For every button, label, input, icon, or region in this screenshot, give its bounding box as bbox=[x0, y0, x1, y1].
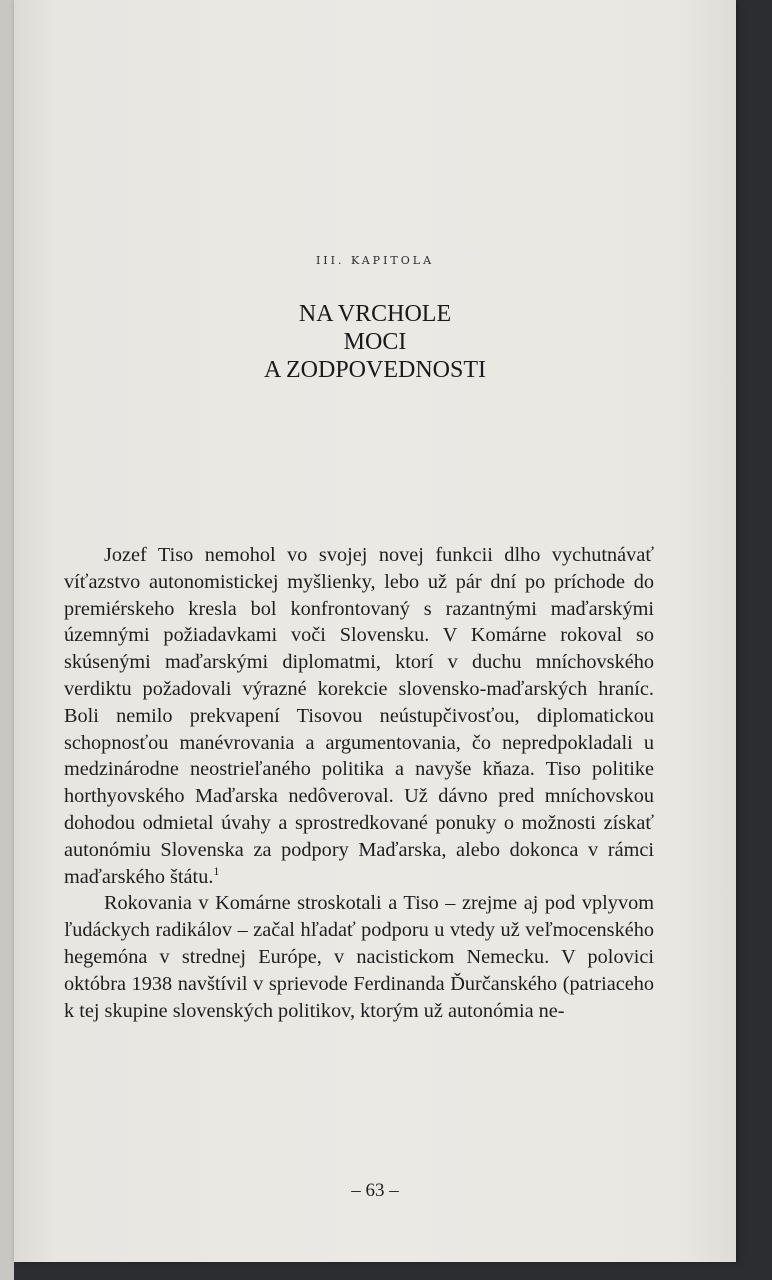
paragraph-2-text: Rokovania v Komárne stroskotali a Tiso – zrejme aj pod vplyvom ľudáckych radikálov – začal hľadať podporu u vtedy už veľmocenského hegemóna v strednej Európe, v nacistickom Nemecku. V polovici októbra 1938 navštívil v sprievode Ferdinanda Ďurčanského (patriaceho k tej skupine slovenských politikov, ktorým už autonómia ne- bbox=[64, 892, 654, 1022]
chapter-title-line-3: A ZODPOVEDNOSTI bbox=[264, 357, 486, 383]
chapter-title bbox=[14, 300, 736, 384]
book-spine-edge bbox=[0, 0, 14, 1280]
footnote-marker[interactable]: 1 bbox=[213, 863, 220, 878]
paragraph-1-text: Jozef Tiso nemohol vo svojej novej funkcii dlho vychutnávať víťazstvo autonomistickej myšlienky, lebo už pár dní po príchode do premiérskeho kresla bol konfrontovaný s razantnými maďarskými územnými požiadavkami voči Slovensku. V Komárne rokoval so skúsenými maďarskými diplomatmi, ktorí v duchu mníchovského verdiktu požadovali výrazné korekcie slovensko-maďarských hraníc. Boli nemilo prekvapení Tisovou neústupčivosťou, diplomatickou schopnosťou manévrovania a argumentovania, čo nepredpokladali u medzinárodne neostrieľaného politika a navyše kňaza. Tiso politike horthyovského Maďarska nedôveroval. Už dávno pred mníchovskou dohodou odmietal úvahy a sprostredkované ponuky o možnosti získať autonómiu Slovenska za podpory Maďarska, alebo dokonca v rámci maďarského štátu. bbox=[64, 544, 654, 888]
chapter-label: III. KAPITOLA bbox=[315, 254, 435, 267]
chapter-title-line-2: MOCI bbox=[343, 329, 407, 355]
book-page bbox=[14, 0, 736, 1262]
chapter-title-line-1: NA VRCHOLE bbox=[298, 301, 452, 327]
body-text bbox=[64, 542, 654, 1024]
page-number: – 63 – bbox=[351, 1180, 399, 1201]
paragraph-2 bbox=[64, 890, 654, 1024]
paragraph-1 bbox=[64, 542, 654, 890]
